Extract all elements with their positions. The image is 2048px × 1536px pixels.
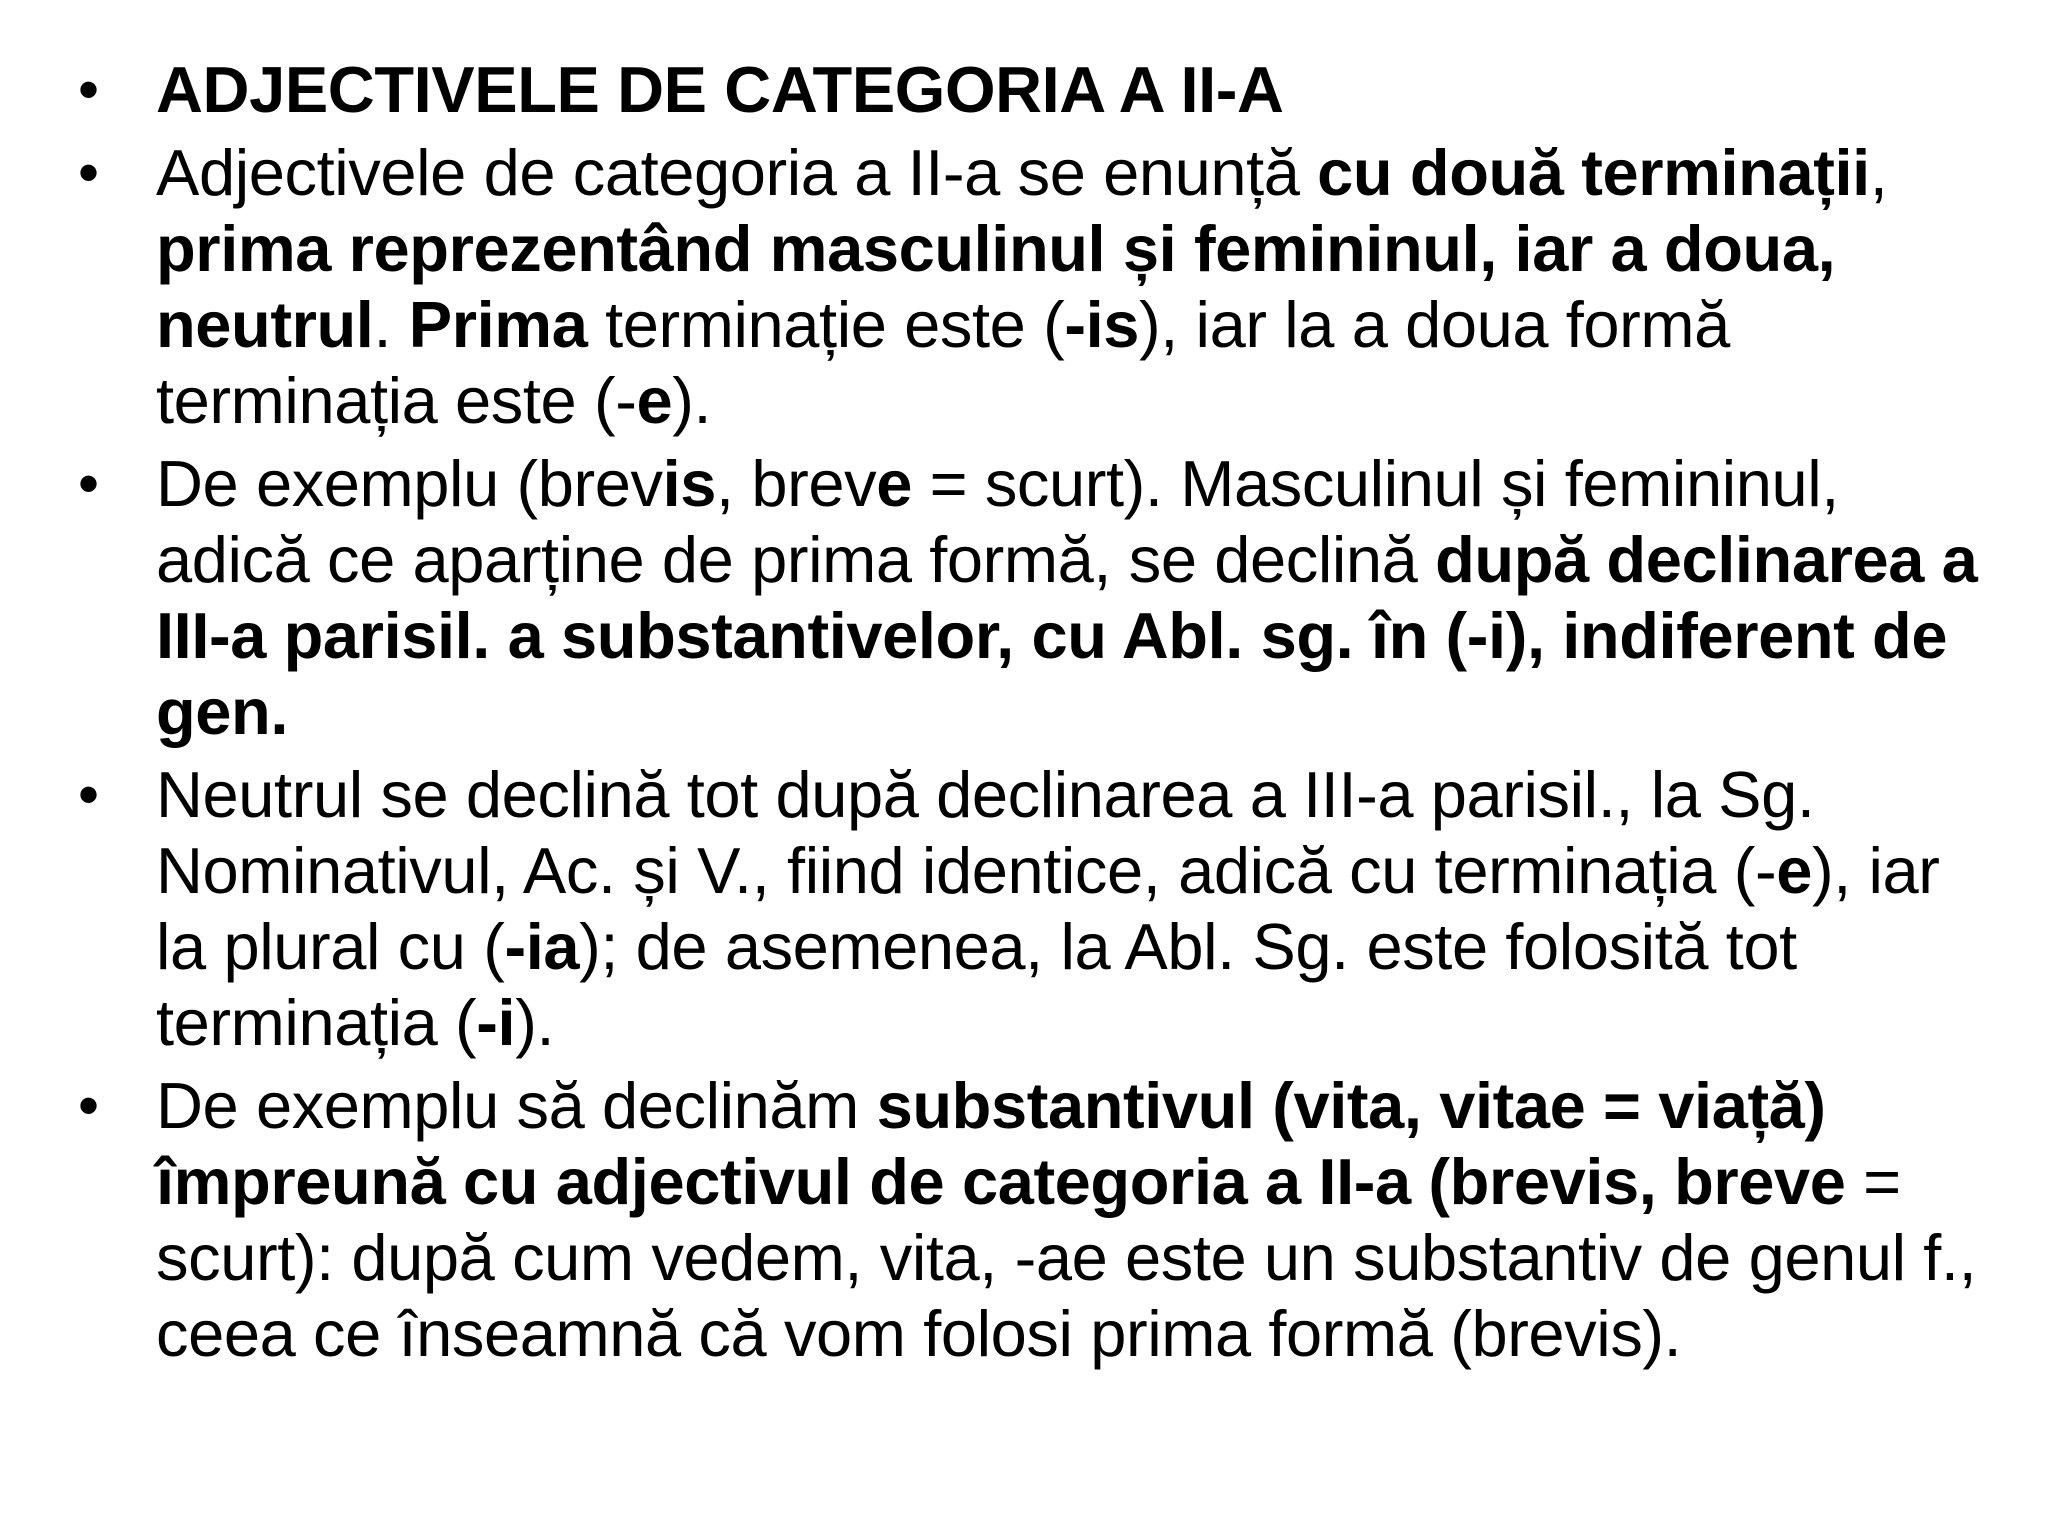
bold-text-segment: substantivul (vita, vitae = viață) împreună cu adjectivul de categoria a II-a (brevis, breve xyxy=(156,1069,1846,1218)
text-segment: . xyxy=(373,288,409,361)
bold-text-segment: cu două terminații xyxy=(1317,136,1870,209)
bold-text-segment: -i xyxy=(476,986,516,1059)
bullet-item xyxy=(70,446,1978,750)
bullet-item xyxy=(70,52,1978,128)
text-segment: terminație este ( xyxy=(587,288,1065,361)
bullet-dot-icon: • xyxy=(78,56,99,123)
bold-text-segment: is xyxy=(662,447,717,520)
text-segment: ), iar la plural cu ( xyxy=(156,834,1940,983)
bullet-item xyxy=(70,1068,1978,1372)
bullet-item xyxy=(70,757,1978,1061)
text-segment: De exemplu să declinăm xyxy=(156,1069,877,1142)
text-segment: Neutrul se declină tot după declinarea a III-a parisil., la Sg. Nominativul, Ac. și V., fiind identice, adică cu terminația (- xyxy=(156,758,1815,907)
bullet-dot-icon: • xyxy=(78,450,99,517)
bullet-dot-icon: • xyxy=(78,1072,99,1139)
bullet-item xyxy=(70,135,1978,439)
text-segment: = scurt): după cum vedem, vita, -ae este un substantiv de genul f., ceea ce înseamnă că vom folosi prima formă (brevis). xyxy=(156,1145,1977,1370)
bold-text-segment: Prima xyxy=(408,288,588,361)
bullet-list xyxy=(70,52,1978,1372)
text-segment: ), iar la a doua formă terminația este (- xyxy=(156,288,1730,437)
bullet-dot-icon: • xyxy=(78,139,99,206)
text-segment: De exemplu (brev xyxy=(156,447,663,520)
text-segment: , xyxy=(1869,136,1888,209)
text-segment: , brev xyxy=(716,447,877,520)
bold-text-segment: e xyxy=(636,364,673,437)
text-segment: = scurt). Masculinul și femininul, adică ce aparține de prima formă, se declină xyxy=(156,447,1839,596)
bold-text-segment: ADJECTIVELE DE CATEGORIA A II-A xyxy=(156,53,1284,126)
bold-text-segment: prima reprezentând masculinul și femininul, iar a doua, neutrul xyxy=(156,212,1836,361)
bold-text-segment: -is xyxy=(1064,288,1139,361)
bold-text-segment: după declinarea a III-a parisil. a substantivelor, cu Abl. sg. în (-i), indiferent de gen. xyxy=(156,523,1978,748)
text-segment: ). xyxy=(515,986,555,1059)
bullet-dot-icon: • xyxy=(78,761,99,828)
bold-text-segment: e xyxy=(1776,834,1812,907)
text-segment: Adjectivele de categoria a II-a se enunță xyxy=(156,136,1318,209)
bold-text-segment: -ia xyxy=(504,910,580,983)
bold-text-segment: e xyxy=(876,447,912,520)
text-segment: ). xyxy=(672,364,712,437)
text-segment: ); de asemenea, la Abl. Sg. este folosită tot terminația ( xyxy=(156,910,1797,1059)
